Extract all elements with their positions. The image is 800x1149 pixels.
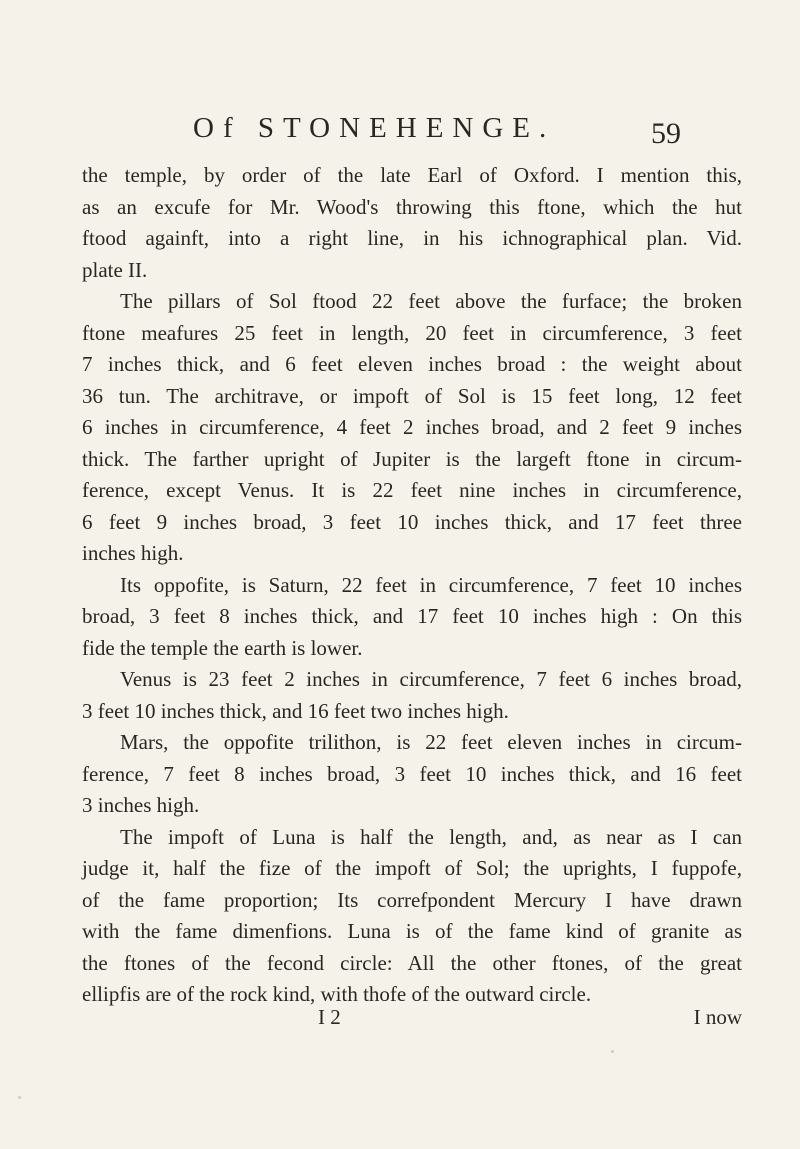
text-line: ftone meafures 25 feet in length, 20 feet in circumference, 3 feet	[82, 320, 742, 345]
text-line: fide the temple the earth is lower.	[82, 635, 363, 660]
text-line: broad, 3 feet 8 inches thick, and 17 feet 10 inches high : On this	[82, 604, 742, 628]
text-line: 3 inches high.	[82, 793, 200, 817]
text-line: 3 feet 10 inches thick, and 16 feet two inches high.	[82, 698, 509, 723]
paragraph-first-line: The impoft of Luna is half the length, and, as near as I can	[120, 824, 742, 849]
text-line: thick. The farther upright of Jupiter is the largeft ftone in circum-	[82, 446, 742, 471]
text-line: 6 inches in circumference, 4 feet 2 inches broad, and 2 feet 9 inches	[82, 415, 742, 439]
text-line: inches high.	[82, 541, 184, 565]
text-line: judge it, half the fize of the impoft of Sol; the uprights, I fuppofe,	[82, 856, 742, 880]
paragraph-first-line: Its oppofite, is Saturn, 22 feet in circumference, 7 feet 10 inches	[120, 572, 742, 597]
paragraph-first-line: The pillars of Sol ftood 22 feet above the furface; the broken	[120, 289, 742, 313]
text-line: 36 tun. The architrave, or impoft of Sol is 15 feet long, 12 feet	[82, 383, 742, 408]
signature-mark: I 2	[318, 1005, 341, 1029]
text-line: plate II.	[82, 257, 148, 282]
text-line: ference, except Venus. It is 22 feet nine inches in circumference,	[82, 478, 742, 502]
text-line: with the fame dimenfions. Luna is of the fame kind of granite as	[82, 919, 742, 943]
paper-speck	[18, 1096, 21, 1099]
paragraph-first-line: Venus is 23 feet 2 inches in circumference, 7 feet 6 inches broad,	[120, 667, 742, 691]
text-line: 6 feet 9 inches broad, 3 feet 10 inches thick, and 17 feet three	[82, 509, 742, 534]
paper-speck	[611, 1050, 614, 1053]
text-line: of the fame proportion; Its correfpondent Mercury I have drawn	[82, 887, 742, 912]
text-line: ftood againft, into a right line, in his ichnographical plan. Vid.	[82, 226, 742, 250]
body-text	[82, 160, 742, 1011]
paragraph-first-line: Mars, the oppofite trilithon, is 22 feet eleven inches in circum-	[120, 730, 742, 754]
text-line: ference, 7 feet 8 inches broad, 3 feet 10 inches thick, and 16 feet	[82, 761, 742, 786]
catchword: I now	[693, 1005, 742, 1029]
page-number: 59	[651, 117, 681, 150]
page-footer	[82, 1002, 742, 1034]
text-line: the temple, by order of the late Earl of Oxford. I mention this,	[82, 163, 742, 187]
running-head	[0, 108, 800, 148]
text-line: the ftones of the fecond circle: All the other ftones, of the great	[82, 950, 742, 975]
text-line: ellipfis are of the rock kind, with thofe of the outward circle.	[82, 982, 592, 1006]
running-title: Of STONEHENGE.	[193, 112, 556, 144]
text-line: 7 inches thick, and 6 feet eleven inches broad : the weight about	[82, 352, 742, 376]
text-line: as an excufe for Mr. Wood's throwing this ftone, which the hut	[82, 194, 742, 219]
